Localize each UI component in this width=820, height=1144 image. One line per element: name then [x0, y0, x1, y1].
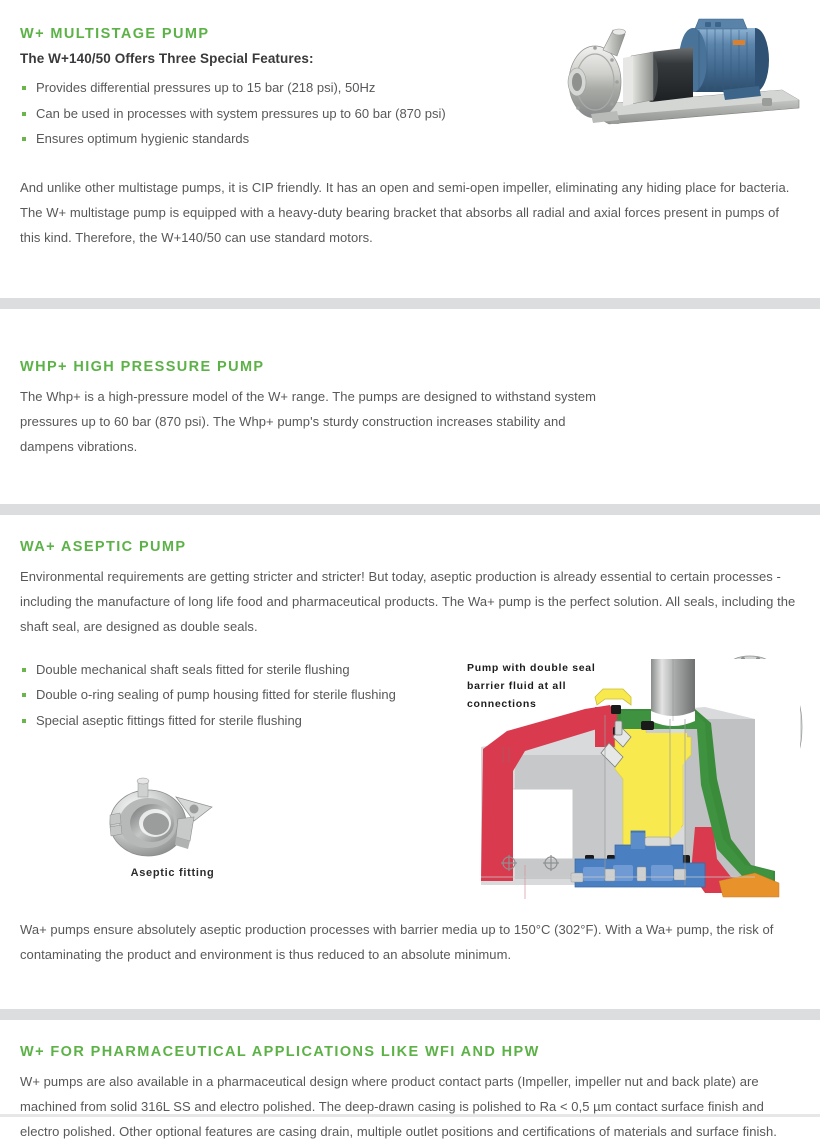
whp-paragraph: The Whp+ is a high-pressure model of the W+ range. The pumps are designed to withstand system pressures up to 60 bar (870 psi). The Whp+ pump's sturdy construction increases stability and dampens vibrations. — [20, 388, 596, 454]
list-item: Special aseptic fittings fitted for sterile flushing — [20, 708, 455, 734]
section-heading-whp: WHP+ HIGH PRESSURE PUMP — [20, 358, 265, 375]
wa-paragraph-top: Environmental requirements are getting stricter and stricter! But today, aseptic production is already essential to certain processes - including the manufacture of long life food and pharmaceutical products. The Wa+ pump is the perfect solution. All seals, including the shaft seal, are designed as double seals. — [20, 568, 796, 634]
section-high-pressure-pump — [0, 309, 820, 459]
list-item: Double mechanical shaft seals fitted for sterile flushing — [20, 657, 455, 683]
wa-feature-list — [20, 657, 455, 734]
wa-content-row — [20, 657, 800, 899]
section-heading-pharma: W+ FOR PHARMACEUTICAL APPLICATIONS LIKE WFI AND HPW — [20, 1043, 540, 1060]
multistage-pump-photo — [547, 12, 812, 154]
list-item: Ensures optimum hygienic standards — [20, 126, 565, 152]
wa-paragraph-bottom: Wa+ pumps ensure absolutely aseptic production processes with barrier media up to 150°C (302°F). With a Wa+ pump, the risk of contaminating the product and environment is thus reduced to an absolute minimum. — [20, 921, 774, 962]
aseptic-fitting-caption: Aseptic fitting — [130, 867, 215, 879]
cross-section-caption: Pump with double seal barrier fluid at all connections — [467, 661, 596, 710]
aseptic-fitting-figure — [90, 771, 255, 879]
wa-right-column — [455, 657, 800, 899]
section-divider — [0, 298, 820, 309]
multistage-text-column — [20, 26, 565, 152]
multistage-feature-list — [20, 75, 565, 152]
aseptic-fitting-photo — [90, 771, 230, 861]
list-item: Provides differential pressures up to 15 bar (218 psi), 50Hz — [20, 75, 565, 101]
section-divider — [0, 504, 820, 515]
multistage-subheading: The W+140/50 Offers Three Special Features: — [20, 51, 314, 66]
list-item: Double o-ring sealing of pump housing fitted for sterile flushing — [20, 682, 455, 708]
section-heading-wa: WA+ ASEPTIC PUMP — [20, 538, 187, 555]
spacer — [0, 459, 820, 504]
page-title: W+ MULTISTAGE PUMP — [20, 26, 210, 42]
multistage-paragraph: And unlike other multistage pumps, it is CIP friendly. It has an open and semi-open impeller, eliminating any hiding place for bacteria. The W+ multistage pump is equipped with a heavy-duty bearing bracket that absorbs all radial and axial forces present in pumps of this kind. Therefore, the W+140/50 can use standard motors. — [20, 179, 790, 245]
spacer — [0, 967, 820, 1009]
list-item: Can be used in processes with system pressures up to 60 bar (870 psi) — [20, 101, 565, 127]
spacer — [0, 250, 820, 298]
section-aseptic-pump — [0, 515, 820, 967]
section-multistage-pump — [0, 0, 820, 250]
wa-left-column — [20, 657, 455, 899]
section-divider — [0, 1009, 820, 1020]
pharma-paragraph: W+ pumps are also available in a pharmaceutical design where product contact parts (Impeller, impeller nut and back plate) are machined from solid 316L SS and electro polished. The deep-drawn casing is polished to Ra < 0,5 µm contact surface finish and electro polished. Other optional features are casing drain, multiple outlet positions and certifications of materials and surface finish. — [20, 1073, 777, 1139]
section-pharmaceutical — [0, 1020, 820, 1144]
whp-text-column — [20, 309, 605, 459]
